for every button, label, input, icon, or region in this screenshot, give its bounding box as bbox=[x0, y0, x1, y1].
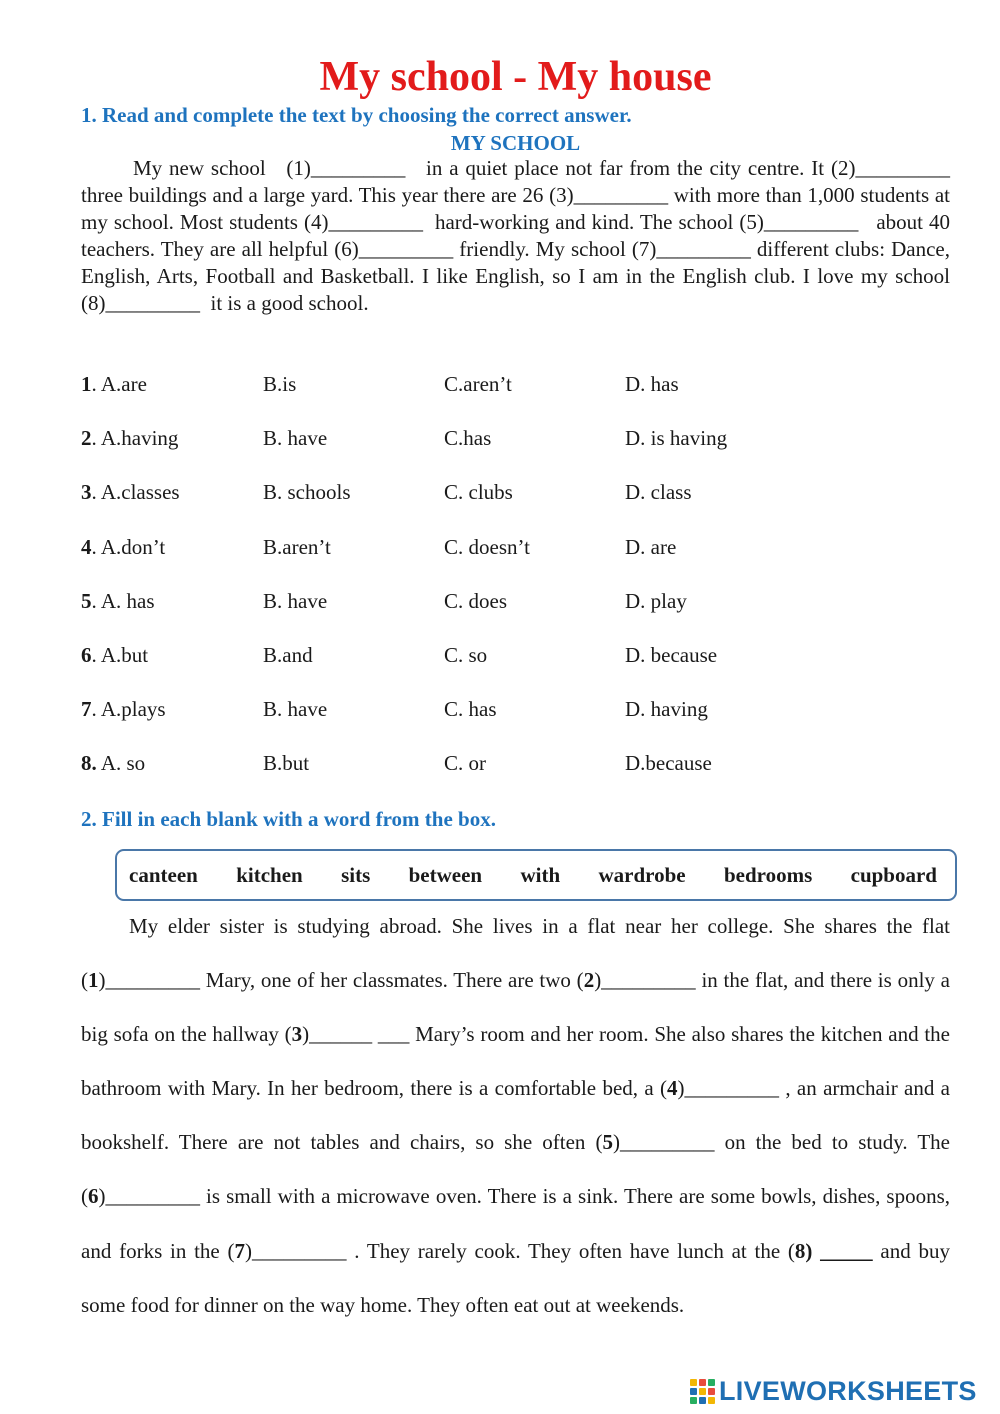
option-b[interactable]: B.is bbox=[263, 372, 297, 396]
passage-text: hard-working and kind. The school bbox=[434, 210, 734, 234]
blank-8[interactable]: 8) _____ bbox=[794, 1238, 873, 1263]
passage-text: different clubs: Dance, English, Arts, Football and Basketball. I like English, so I am in the English club. I love my school bbox=[81, 237, 950, 288]
section1-heading: 1. Read and complete the text by choosing the correct answer. bbox=[81, 103, 632, 127]
word-item: cupboard bbox=[850, 862, 937, 887]
blank-6[interactable]: )_________ is small with a microwave oven. There is a sink. There are some bowls, dishes, spoons, and forks in the ( bbox=[81, 1184, 950, 1263]
word-item: kitchen bbox=[236, 862, 303, 887]
option-c[interactable]: C. or bbox=[444, 751, 486, 776]
passage-text: My new school bbox=[133, 156, 266, 180]
liveworksheets-logo bbox=[690, 1374, 977, 1408]
option-row-1 bbox=[81, 369, 950, 423]
option-c[interactable]: C.has bbox=[444, 426, 492, 451]
word-item: canteen bbox=[129, 862, 198, 887]
option-row-6 bbox=[81, 640, 950, 694]
option-c[interactable]: C. clubs bbox=[444, 480, 513, 505]
passage-text: My elder sister is studying abroad. She lives in a flat near her college. She shares the flat ( bbox=[81, 914, 950, 993]
blank-number: 3 bbox=[291, 1022, 303, 1047]
blank-number: 6 bbox=[88, 1184, 99, 1209]
option-row-2 bbox=[81, 423, 950, 477]
option-b[interactable]: B.but bbox=[263, 751, 310, 776]
option-a[interactable]: 8. A. so bbox=[81, 751, 146, 776]
option-a[interactable]: 3. A.classes bbox=[81, 480, 180, 505]
option-d[interactable]: D. play bbox=[625, 588, 687, 613]
option-row-4 bbox=[81, 532, 950, 586]
blank-8[interactable]: (8)_________ bbox=[81, 291, 200, 315]
option-c[interactable]: C. does bbox=[444, 588, 507, 613]
page-title: My school - My house bbox=[319, 54, 712, 100]
option-b[interactable]: B. schools bbox=[263, 480, 351, 505]
word-item: between bbox=[408, 862, 483, 887]
option-a[interactable]: 5. A. has bbox=[81, 588, 155, 613]
option-b[interactable]: B. have bbox=[263, 426, 328, 451]
section1-passage bbox=[81, 155, 950, 317]
option-row-8 bbox=[81, 748, 950, 802]
passage-text: in a quiet place not far from the city centre. It (2)_________ three buildings and a large yard. This year there are 26 bbox=[81, 156, 950, 207]
passage-text: about 40 teachers. They are all helpful bbox=[81, 210, 951, 261]
blank-5[interactable]: (5)_________ bbox=[739, 210, 859, 234]
passage-text: with more than 1,000 students at my school. Most students bbox=[81, 183, 951, 234]
option-c[interactable]: C. so bbox=[444, 642, 488, 667]
option-b[interactable]: B.and bbox=[263, 642, 313, 667]
blank-number: 1 bbox=[88, 968, 99, 993]
section2-heading: 2. Fill in each blank with a word from the box. bbox=[81, 807, 496, 831]
section1-subtitle: MY SCHOOL bbox=[450, 131, 581, 155]
option-b[interactable]: B. have bbox=[263, 697, 328, 722]
word-item: wardrobe bbox=[598, 862, 686, 887]
blank-4[interactable]: )_________ , an armchair and a bookshelf. There are not tables and chairs, so she often ( bbox=[81, 1076, 950, 1155]
option-a[interactable]: 6. A.but bbox=[81, 642, 149, 667]
option-d[interactable]: D.because bbox=[625, 751, 712, 776]
blank-5[interactable]: )_________ on the bed to study. The ( bbox=[81, 1130, 950, 1209]
option-row-3 bbox=[81, 477, 950, 531]
option-a[interactable]: 2. A.having bbox=[81, 426, 179, 451]
logo-icon bbox=[690, 1378, 716, 1404]
option-row-7 bbox=[81, 694, 950, 748]
word-item: sits bbox=[341, 862, 371, 887]
blank-number: 4 bbox=[667, 1076, 678, 1101]
blank-4[interactable]: (4)_________ bbox=[303, 210, 423, 234]
blank-7[interactable]: )_________ . They rarely cook. They often have lunch at the ( bbox=[245, 1238, 795, 1263]
option-a[interactable]: 4. A.don’t bbox=[81, 534, 166, 559]
blank-1[interactable]: (1)_________ bbox=[286, 156, 406, 180]
blank-3[interactable]: (3)_________ bbox=[549, 183, 669, 207]
option-c[interactable]: C. has bbox=[444, 697, 497, 722]
blank-7[interactable]: (7)_________ bbox=[631, 237, 751, 261]
blank-1[interactable]: )_________ Mary, one of her classmates. There are two ( bbox=[98, 968, 584, 993]
passage-text: friendly. My school bbox=[459, 237, 626, 261]
word-box bbox=[115, 849, 957, 901]
word-item: bedrooms bbox=[723, 862, 813, 887]
blank-3[interactable]: )______ ___ Mary’s room and her room. She also shares the kitchen and the bathroom with Mary. In her bedroom, there is a comfortable bed, a ( bbox=[81, 1022, 950, 1101]
blank-2[interactable]: )_________ in the flat, and there is only a big sofa on the hallway ( bbox=[81, 968, 951, 1047]
option-d[interactable]: D. having bbox=[625, 697, 708, 722]
option-c[interactable]: C. doesn’t bbox=[444, 534, 530, 559]
option-d[interactable]: D. is having bbox=[625, 426, 728, 451]
option-d[interactable]: D. because bbox=[625, 642, 718, 667]
option-d[interactable]: D. are bbox=[625, 534, 677, 559]
option-row-5 bbox=[81, 586, 950, 640]
blank-number: 2 bbox=[583, 968, 595, 993]
logo-text: LIVEWORKSHEETS bbox=[719, 1375, 977, 1406]
passage-text: and buy some food for dinner on the way home. They often eat out at weekends. bbox=[81, 1238, 950, 1317]
section2-passage bbox=[81, 899, 950, 1332]
option-b[interactable]: B. have bbox=[263, 588, 328, 613]
passage-text: it is a good school. bbox=[210, 291, 369, 315]
option-b[interactable]: B.aren’t bbox=[263, 534, 331, 559]
option-c[interactable]: C.aren’t bbox=[444, 372, 512, 396]
answer-options bbox=[81, 369, 950, 803]
blank-number: 5 bbox=[602, 1130, 613, 1155]
blank-number: 7 bbox=[234, 1238, 245, 1263]
word-item: with bbox=[520, 862, 561, 887]
option-a[interactable]: 1. A.are bbox=[81, 372, 147, 396]
option-d[interactable]: D. has bbox=[625, 372, 679, 396]
blank-6[interactable]: (6)_________ bbox=[334, 237, 454, 261]
option-a[interactable]: 7. A.plays bbox=[81, 697, 166, 722]
option-d[interactable]: D. class bbox=[625, 480, 692, 505]
